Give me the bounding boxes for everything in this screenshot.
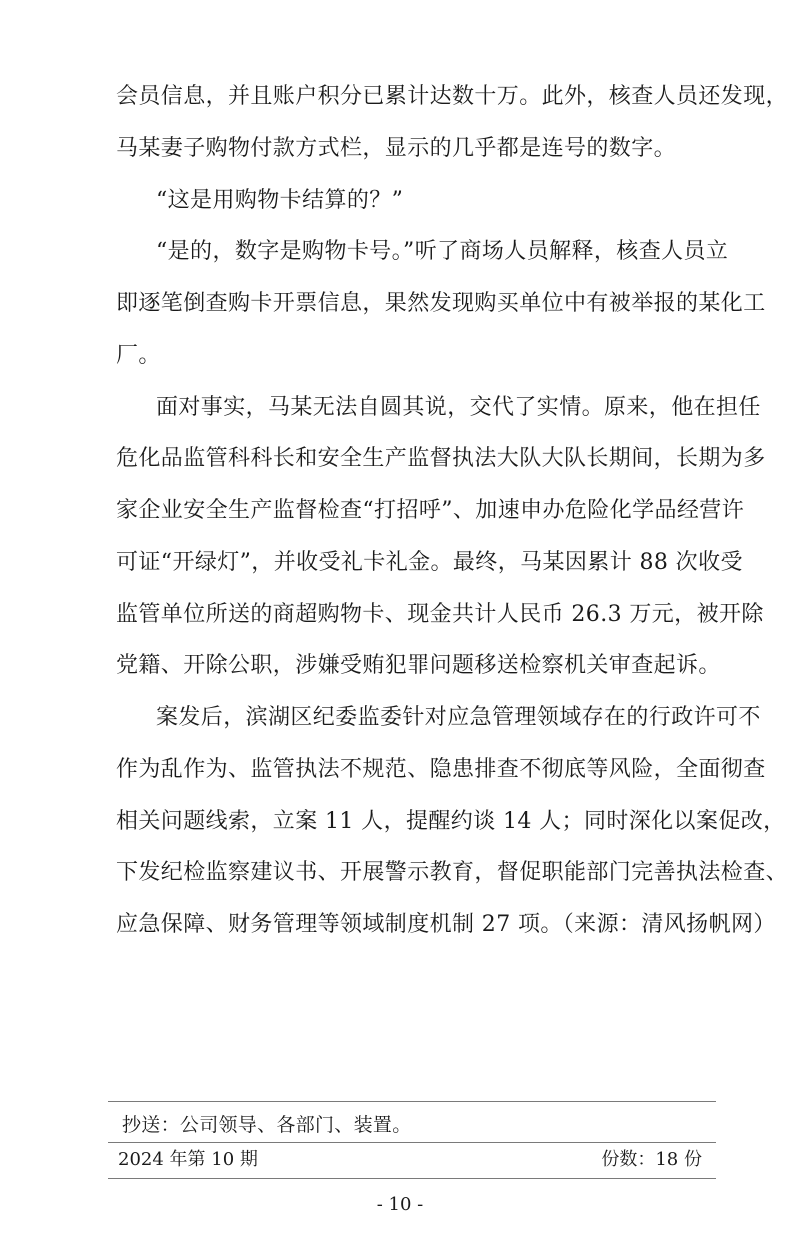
article-line-15: 相关问题线索，立案 11 人，提醒约谈 14 人；同时深化以案促改，: [116, 809, 786, 834]
article-line-2: 马某妻子购物付款方式栏，显示的几乎都是连号的数字。: [116, 136, 677, 161]
article-line-1: 会员信息，并且账户积分已累计达数十万。此外，核查人员还发现，: [116, 84, 789, 109]
cc-recipients: 抄送：公司领导、各部门、装置。: [122, 1114, 412, 1136]
article-line-13: 案发后，滨湖区纪委监委针对应急管理领域存在的行政许可不: [156, 705, 761, 730]
article-line-11: 监管单位所送的商超购物卡、现金共计人民币 26.3 万元，被开除: [116, 602, 764, 627]
article-line-17: 应急保障、财务管理等领域制度机制 27 项。（来源：清风扬帆网）: [116, 912, 776, 937]
article-line-4: “是的，数字是购物卡号。”听了商场人员解释，核查人员立: [156, 239, 729, 264]
article-line-14: 作为乱作为、监管执法不规范、隐患排查不彻底等风险，全面彻查: [116, 757, 766, 782]
article-line-6: 厂。: [116, 343, 161, 368]
issue-number: 2024 年第 10 期: [118, 1149, 258, 1170]
article-line-9: 家企业安全生产监督检查“打招呼”、加速申办危险化学品经营许: [116, 498, 745, 523]
page-number: - 10 -: [376, 1194, 424, 1215]
article-line-8: 危化品监管科科长和安全生产监督执法大队大队长期间，长期为多: [116, 446, 766, 471]
article-line-5: 即逐笔倒查购卡开票信息，果然发现购买单位中有被举报的某化工: [116, 291, 766, 316]
article-line-7: 面对事实，马某无法自圆其说，交代了实情。原来，他在担任: [156, 395, 761, 420]
footer-top-divider: [108, 1101, 716, 1102]
copies-count: 份数：18 份: [601, 1149, 702, 1170]
footer-bottom-divider: [108, 1178, 716, 1179]
article-line-16: 下发纪检监察建议书、开展警示教育，督促职能部门完善执法检查、: [116, 860, 789, 885]
article-line-12: 党籍、开除公职，涉嫌受贿犯罪问题移送检察机关审查起诉。: [116, 653, 721, 678]
footer-middle-divider: [108, 1142, 716, 1143]
article-line-10: 可证“开绿灯”，并收受礼卡礼金。最终，马某因累计 88 次收受: [116, 550, 743, 575]
article-line-3: “这是用购物卡结算的？”: [156, 188, 404, 213]
